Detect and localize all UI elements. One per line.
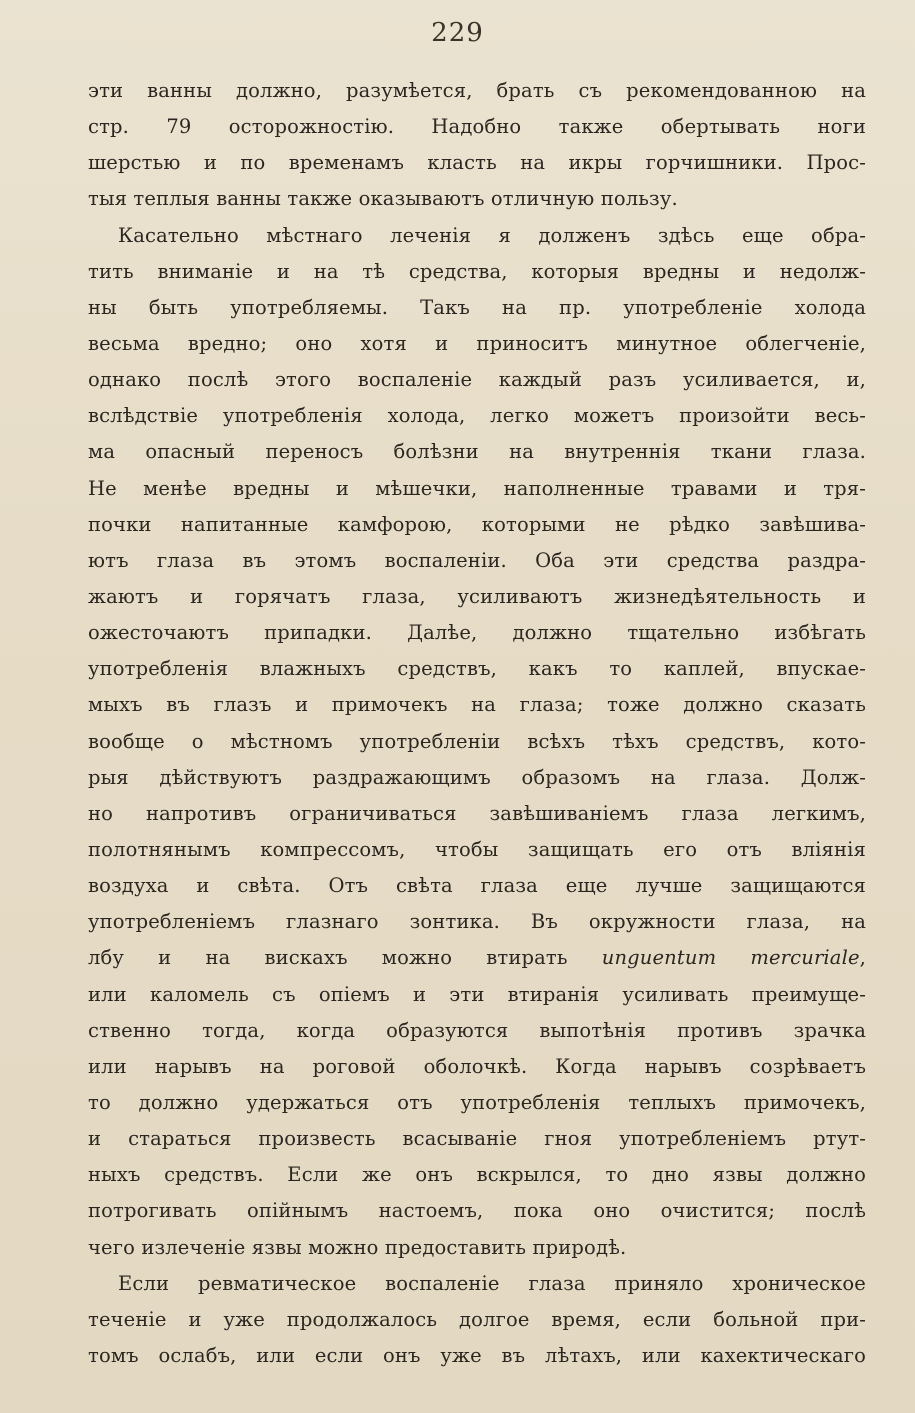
text-line: потрогивать опійнымъ настоемъ, пока оно очистится; послѣ xyxy=(88,1199,866,1223)
text-line: ма опасный переносъ болѣзни на внутреннія ткани глаза. xyxy=(88,440,866,464)
text-line: вслѣдствіе употребленія холода, легко можетъ произойти весь- xyxy=(88,404,866,428)
text-line: ныхъ средствъ. Если же онъ вскрылся, то дно язвы должно xyxy=(88,1163,866,1187)
text-line: ютъ глаза въ этомъ воспаленіи. Оба эти средства раздра- xyxy=(88,548,866,572)
text-line: тить вниманіе и на тѣ средства, которыя вредны и недолж- xyxy=(88,259,866,283)
line-text: лбу и на вискахъ можно втирать xyxy=(88,946,568,970)
text-line: или нарывъ на роговой оболочкѣ. Когда нарывъ созрѣваетъ xyxy=(88,1054,866,1078)
text-line: теченіе и уже продолжалось долгое время, если больной при- xyxy=(88,1307,866,1331)
text-line: то должно удержаться отъ употребленія теплыхъ примочекъ, xyxy=(88,1090,866,1114)
text-line: стр. 79 осторожностію. Надобно также обертывать ноги xyxy=(88,115,866,139)
text-line: и стараться произвесть всасываніе гноя употребленіемъ ртут- xyxy=(88,1127,866,1151)
text-line: шерстью и по временамъ класть на икры горчишники. Прос- xyxy=(88,151,866,175)
text-line: Если ревматическое воспаленіе глаза приняло хроническое xyxy=(118,1271,866,1295)
text-line: но напротивъ ограничиваться завѣшиваніемъ глаза легкимъ, xyxy=(88,801,866,825)
text-line: воздуха и свѣта. Отъ свѣта глаза еще лучше защищаются xyxy=(88,874,866,898)
text-line: чего излеченіе язвы можно предоставить природѣ. xyxy=(88,1235,627,1259)
text-line: однако послѣ этого воспаленіе каждый разъ усиливается, и, xyxy=(88,368,866,392)
text-line: томъ ослабъ, или если онъ уже въ лѣтахъ, или кахектическаго xyxy=(88,1343,866,1367)
text-line: весьма вредно; оно хотя и приноситъ минутное облегченіе, xyxy=(88,331,866,355)
text-line: полотнянымъ компрессомъ, чтобы защищать его отъ вліянія xyxy=(88,837,866,861)
text-line: почки напитанные камфорою, которыми не рѣдко завѣшива- xyxy=(88,512,866,536)
page-number: 229 xyxy=(431,18,484,48)
text-line-latin xyxy=(88,940,866,976)
text-line: или каломель съ опіемъ и эти втиранія усиливать преимуще- xyxy=(88,982,866,1006)
text-line: употребленія влажныхъ средствъ, какъ то каплей, впускае- xyxy=(88,657,866,681)
text-line: употребленіемъ глазнаго зонтика. Въ окружности глаза, на xyxy=(88,910,866,934)
text-line: эти ванны должно, разумѣется, брать съ рекомендованною на xyxy=(88,79,866,102)
body-text xyxy=(88,73,866,1374)
text-line: Не менѣе вредны и мѣшечки, наполненные травами и тря- xyxy=(88,476,866,500)
paragraph-2 xyxy=(88,218,866,1266)
text-line: вообще о мѣстномъ употребленіи всѣхъ тѣхъ средствъ, кото- xyxy=(88,729,866,753)
text-line: рыя дѣйствуютъ раздражающимъ образомъ на глаза. Долж- xyxy=(88,765,866,789)
latin-phrase: unguentum mercuriale xyxy=(601,946,860,970)
text-line: мыхъ въ глазъ и примочекъ на глаза; тоже должно сказать xyxy=(88,693,866,717)
text-line: жаютъ и горячатъ глаза, усиливаютъ жизнедѣятельность и xyxy=(88,584,866,608)
line-punctuation: , xyxy=(859,946,867,970)
text-line: ны быть употребляемы. Такъ на пр. употребленіе холода xyxy=(88,295,866,319)
text-line: Касательно мѣстнаго леченія я долженъ здѣсь еще обра- xyxy=(118,223,866,247)
text-line: ожесточаютъ припадки. Далѣе, должно тщательно избѣгать xyxy=(88,621,866,645)
text-line: тыя теплыя ванны также оказываютъ отличную пользу. xyxy=(88,187,678,211)
text-line: ственно тогда, когда образуются выпотѣнія противъ зрачка xyxy=(88,1018,866,1042)
paragraph-1 xyxy=(88,73,866,218)
paragraph-3 xyxy=(88,1266,866,1374)
